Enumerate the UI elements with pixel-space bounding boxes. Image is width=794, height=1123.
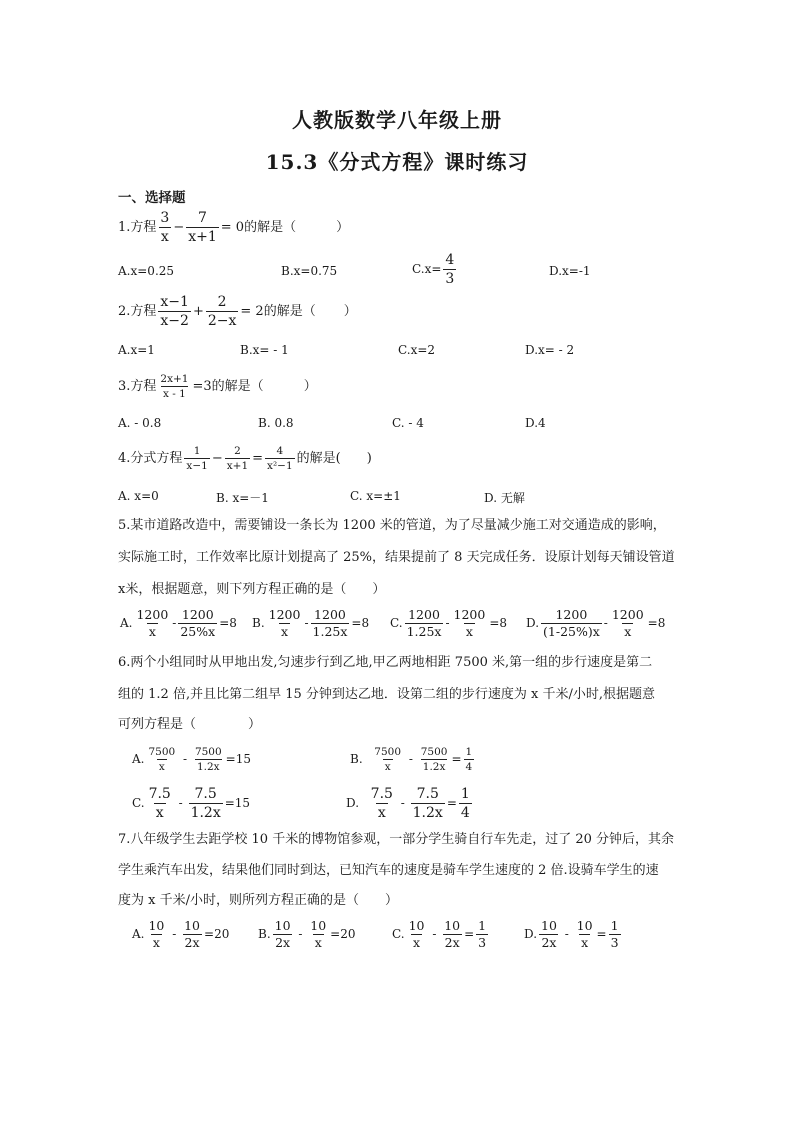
denominator: x+1: [188, 229, 217, 245]
denominator: (1-25%)x: [543, 624, 600, 639]
numerator: 1200: [453, 607, 486, 622]
equals: =: [464, 927, 475, 941]
denominator: x: [384, 761, 391, 773]
denominator: x: [158, 761, 165, 773]
numerator: 1200: [181, 607, 214, 622]
document-title: 人教版数学八年级上册: [292, 108, 502, 132]
numerator: 1200: [555, 607, 588, 622]
denominator: x²−1: [267, 460, 293, 472]
question-5-line-2: 实际施工时，工作效率比原计划提高了 25%，结果提前了 8 天完成任务．设原计划每天铺设管道: [118, 550, 675, 565]
denominator: 2x: [541, 935, 557, 950]
denominator: x: [413, 935, 421, 950]
option-a: [120, 608, 237, 639]
option-a: [132, 746, 251, 773]
operator: -: [400, 796, 405, 810]
equals: =15: [225, 752, 251, 766]
option-c: [392, 919, 490, 950]
operator: −: [211, 451, 223, 466]
option-a: A.x=0.25: [118, 264, 175, 278]
fraction: [158, 210, 171, 245]
fraction: [158, 373, 190, 400]
question-2: [118, 294, 357, 329]
question-text: 4.分式方程: [118, 451, 183, 466]
question-text: 2.方程: [118, 304, 157, 319]
operator: -: [183, 752, 188, 766]
option-b: [258, 919, 356, 950]
operator: -: [564, 927, 569, 941]
option-b: [252, 608, 369, 639]
numerator: x−1: [160, 294, 189, 310]
fraction: [609, 919, 621, 950]
numerator: 10: [184, 918, 201, 933]
denominator: x: [465, 624, 473, 639]
question-1: [118, 210, 349, 245]
section-heading: 一、选择题: [118, 190, 186, 206]
option-label: B.: [258, 927, 271, 941]
numerator: 2: [234, 445, 241, 457]
question-text: ): [366, 451, 372, 466]
question-text: 1.方程: [118, 220, 157, 235]
equals: =8: [351, 616, 370, 630]
option-label: A.: [132, 752, 145, 766]
option-a: A. x=0: [118, 489, 159, 503]
denominator: 3: [478, 935, 487, 950]
numerator: 1200: [611, 607, 644, 622]
numerator: 1200: [408, 607, 440, 622]
numerator: 2: [217, 294, 227, 310]
numerator: 7.5: [148, 786, 171, 802]
numerator: 1200: [314, 607, 346, 622]
denominator: 25%x: [180, 624, 216, 639]
operator: -: [445, 616, 450, 630]
denominator: 1.25x: [312, 624, 348, 639]
equals: = 0: [220, 220, 245, 235]
fraction: [146, 746, 177, 773]
fraction: [158, 294, 191, 329]
numerator: 10: [444, 918, 461, 933]
option-label: A.: [120, 616, 133, 630]
operator: -: [298, 927, 303, 941]
fraction: [182, 919, 202, 950]
numerator: 7.5: [194, 786, 217, 802]
numerator: 7500: [194, 746, 222, 758]
fraction: [184, 445, 209, 472]
fraction: [419, 746, 450, 773]
numerator: 10: [148, 918, 165, 933]
fraction: [372, 746, 403, 773]
option-label: C.x=: [412, 262, 442, 276]
fraction: [193, 746, 224, 773]
denominator: x+1: [226, 460, 249, 472]
denominator: x−1: [186, 460, 208, 472]
fraction: [178, 608, 217, 639]
question-6-line-3: 可列方程是（ ）: [118, 717, 262, 732]
denominator: 1.2x: [412, 805, 443, 821]
numerator: 7500: [148, 746, 176, 758]
operator: +: [192, 304, 204, 319]
option-b: B.x= - 1: [240, 343, 289, 357]
denominator: 1.2x: [422, 761, 446, 773]
denominator: x: [624, 624, 632, 639]
equals: = 2: [240, 304, 264, 319]
question-text: 的解是（: [244, 220, 297, 235]
option-d: D.4: [525, 416, 546, 430]
numerator: 7: [198, 210, 207, 226]
document-subtitle: 15.3《分式方程》课时练习: [265, 150, 529, 174]
denominator: x: [314, 935, 322, 950]
fraction: [476, 919, 488, 950]
numerator: 3: [160, 210, 170, 226]
denominator: 4: [460, 805, 470, 821]
question-text: ）: [343, 304, 357, 319]
option-d: D.x= - 2: [525, 343, 575, 357]
option-label: C.: [390, 616, 403, 630]
equals: =: [451, 752, 462, 766]
option-b: B.x=0.75: [281, 264, 338, 278]
denominator: 2x: [184, 935, 200, 950]
question-text: 3.方程: [118, 379, 157, 394]
question-text: 的解是（: [263, 304, 316, 319]
option-label: D.: [346, 796, 360, 810]
question-7-line-1: 7.八年级学生去距学校 10 千米的博物馆参观，一部分学生骑自行车先走，过了 20 分钟后，其余: [118, 832, 675, 847]
fraction: [265, 445, 295, 472]
equals: =: [596, 927, 607, 941]
fraction: [452, 608, 488, 639]
operator: -: [408, 752, 413, 766]
numerator: 10: [408, 918, 425, 933]
fraction: [186, 210, 219, 245]
equals: =: [446, 796, 457, 810]
question-6-line-1: 6.两个小组同时从甲地出发,匀速步行到乙地,甲乙两地相距 7500 米,第一组的步行速度是第二: [118, 655, 653, 670]
operator: -: [304, 616, 309, 630]
denominator: 3: [610, 935, 619, 950]
denominator: 1.25x: [406, 624, 442, 639]
fraction: [273, 919, 293, 950]
numerator: 10: [576, 918, 593, 933]
numerator: 1: [460, 786, 470, 802]
numerator: 2x+1: [160, 373, 189, 385]
fraction: [442, 919, 462, 950]
denominator: 3: [445, 271, 455, 287]
numerator: 4: [445, 252, 455, 268]
numerator: 4: [276, 445, 284, 457]
denominator: x: [148, 624, 156, 639]
equals: =20: [204, 927, 230, 941]
numerator: 1200: [136, 607, 169, 622]
fraction: [134, 608, 170, 639]
question-7-line-3: 度为 x 千米/小时，则所列方程正确的是（ ）: [118, 893, 398, 908]
denominator: x: [377, 805, 386, 821]
numerator: 10: [274, 918, 291, 933]
question-5-line-3: x米，根据题意，则下列方程正确的是（ ）: [118, 582, 386, 597]
fraction: [146, 919, 166, 950]
option-c: [412, 252, 458, 287]
option-a: [132, 919, 229, 950]
option-label: B.: [252, 616, 265, 630]
fraction: [189, 786, 223, 821]
denominator: x: [152, 935, 160, 950]
option-b: B. x=－1: [216, 491, 269, 505]
denominator: 4: [465, 761, 473, 773]
numerator: 1: [478, 918, 487, 933]
denominator: 2x: [444, 935, 460, 950]
fraction: [206, 294, 239, 329]
fraction: [308, 919, 328, 950]
fraction: [407, 919, 427, 950]
denominator: x: [281, 624, 289, 639]
option-label: D.: [526, 616, 540, 630]
question-6-line-2: 组的 1.2 倍,并且比第二组早 15 分钟到达乙地．设第二组的步行速度为 x 千米/小时,根据题意: [118, 687, 655, 702]
option-label: A.: [132, 927, 145, 941]
numerator: 7.5: [416, 786, 439, 802]
question-text: ）: [336, 220, 350, 235]
numerator: 10: [310, 918, 327, 933]
option-label: C.: [392, 927, 405, 941]
numerator: 7500: [420, 746, 448, 758]
denominator: 1.2x: [196, 761, 220, 773]
option-c: [132, 786, 250, 821]
option-c: C. x=±1: [350, 489, 401, 503]
equals: =8: [647, 616, 666, 630]
numerator: 10: [541, 918, 557, 933]
option-d: [526, 608, 665, 639]
operator: -: [172, 616, 177, 630]
fraction: [459, 786, 472, 821]
fraction: [575, 919, 595, 950]
option-a: A.x=1: [118, 343, 155, 357]
fraction: [311, 608, 350, 639]
operator: −: [173, 220, 185, 235]
fraction: [539, 919, 559, 950]
fraction: [411, 786, 445, 821]
numerator: 1: [610, 918, 619, 933]
fraction: [405, 608, 444, 639]
fraction: [443, 252, 456, 287]
fraction: [147, 786, 173, 821]
question-3: [118, 373, 317, 400]
equals: =8: [219, 616, 237, 630]
question-text: 的解是(: [296, 451, 341, 466]
option-c: [390, 608, 507, 639]
equals: =15: [224, 796, 251, 810]
option-d: [524, 919, 623, 950]
numerator: 7500: [374, 746, 402, 758]
fraction: [369, 786, 395, 821]
equals: =8: [489, 616, 508, 630]
numerator: 1: [465, 746, 473, 758]
equals: =: [252, 451, 264, 466]
fraction: [225, 445, 250, 472]
denominator: x: [160, 229, 169, 245]
question-7-line-2: 学生乘汽车出发，结果他们同时到达，已知汽车的速度是骑车学生速度的 2 倍.设骑车学生的速: [118, 863, 659, 878]
question-5-line-1: 5.某市道路改造中，需要铺设一条长为 1200 米的管道，为了尽量减少施工对交通造成的影响，: [118, 518, 666, 533]
question-4: [118, 445, 372, 472]
equals: =20: [330, 927, 356, 941]
question-text: 的解是（: [211, 379, 264, 394]
option-d: [346, 786, 474, 821]
option-a: A. - 0.8: [118, 416, 162, 430]
option-label: D.: [524, 927, 538, 941]
denominator: 2x: [275, 935, 291, 950]
fraction: [267, 608, 303, 639]
option-c: C.x=2: [398, 343, 436, 357]
denominator: x−2: [160, 313, 189, 329]
denominator: 1.2x: [190, 805, 221, 821]
question-text: ）: [303, 379, 317, 394]
option-b: [350, 746, 476, 773]
denominator: x: [155, 805, 164, 821]
option-c: C. - 4: [392, 416, 424, 430]
numerator: 1: [193, 445, 201, 457]
operator: -: [178, 796, 183, 810]
denominator: 2−x: [207, 313, 237, 329]
operator: -: [172, 927, 177, 941]
fraction: [464, 746, 475, 773]
denominator: x - 1: [163, 388, 186, 400]
option-b: B. 0.8: [258, 416, 294, 430]
option-d: D. 无解: [484, 491, 525, 505]
fraction: [610, 608, 646, 639]
operator: -: [432, 927, 437, 941]
numerator: 1200: [268, 607, 301, 622]
option-label: C.: [132, 796, 145, 810]
operator: -: [603, 616, 608, 630]
fraction: [541, 608, 602, 639]
option-d: D.x=-1: [549, 264, 591, 278]
equals: =3: [192, 379, 212, 394]
option-label: B.: [350, 752, 363, 766]
numerator: 7.5: [370, 786, 393, 802]
denominator: x: [581, 935, 589, 950]
